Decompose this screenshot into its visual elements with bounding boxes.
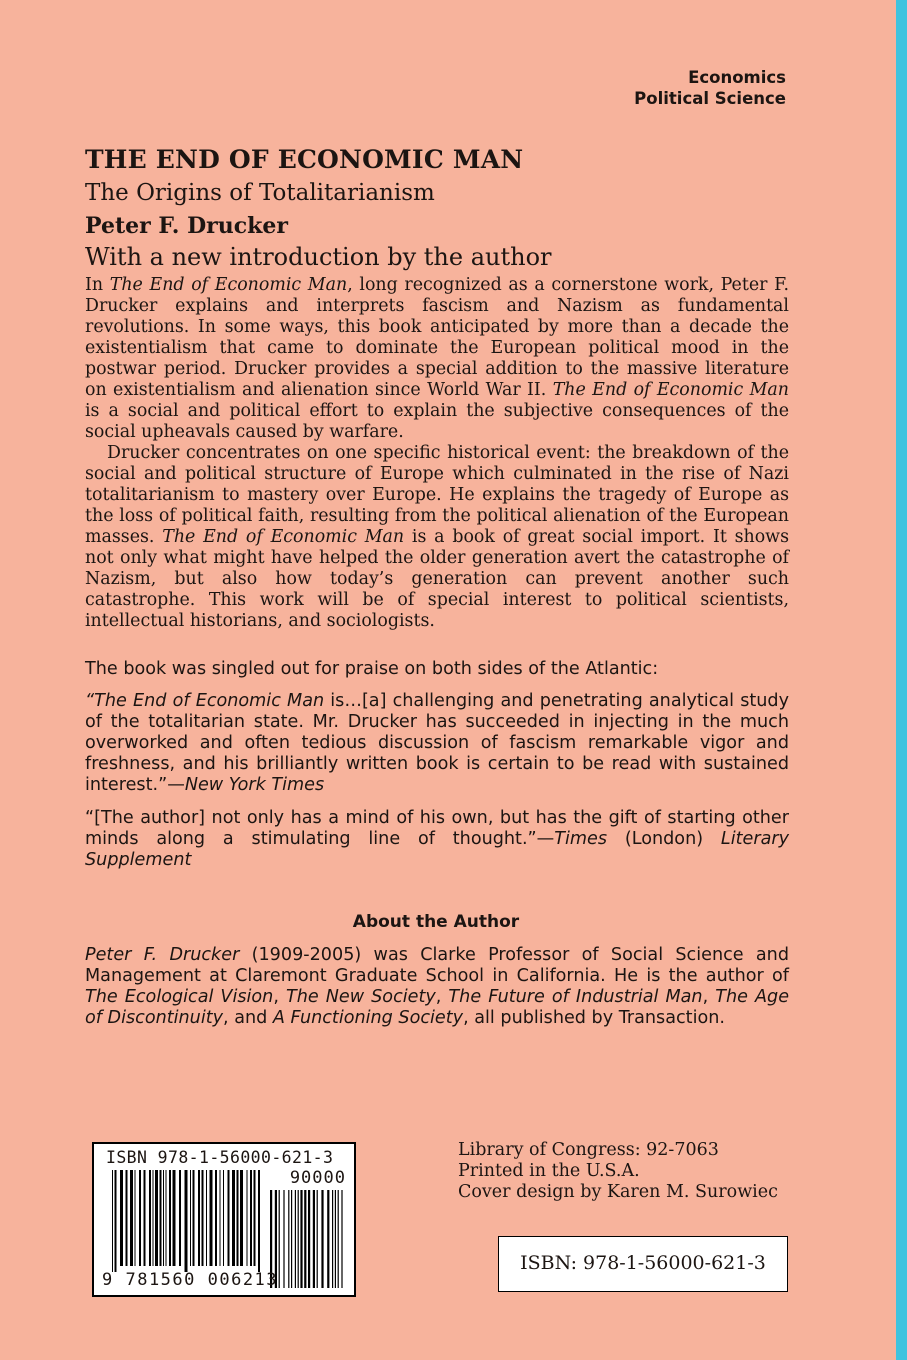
barcode-addon-bar xyxy=(341,1190,342,1288)
barcode-bar xyxy=(185,1170,188,1272)
description-paragraph-2: Drucker concentrates on one specific historical event: the breakdown of the social and political structure of Europe which culminated in the rise of Nazi totalitarianism to mastery over Europe. He explains the tragedy of Europe as the loss of political faith, resulting from the political alienation of the European masses. The End of Economic Man is a book of great social import. It shows not only what might have helped the older generation avert the catastrophe of Nazism, but also how today’s generation can prevent another such catastrophe. This work will be of special interest to political scientists, intellectual historians, and sociologists. xyxy=(85,443,789,631)
barcode-bar xyxy=(163,1170,164,1266)
barcode-bar xyxy=(135,1170,136,1266)
barcode-bar xyxy=(254,1170,256,1266)
barcode-addon-bar xyxy=(308,1190,310,1288)
barcode-addon-bar xyxy=(327,1190,329,1288)
isbn-box: ISBN: 978-1-56000-621-3 xyxy=(498,1236,788,1292)
barcode-price-addon: 90000 xyxy=(289,1168,346,1188)
barcode-bar xyxy=(220,1170,221,1266)
barcode-bar xyxy=(160,1170,162,1266)
barcode-bar xyxy=(112,1170,113,1272)
barcode-addon-bar xyxy=(291,1190,292,1288)
new-introduction-line: With a new introduction by the author xyxy=(85,243,552,271)
barcode-addon-bar xyxy=(283,1190,284,1288)
barcode-bar xyxy=(232,1170,235,1266)
barcode-addon-bar xyxy=(298,1190,299,1288)
barcode-bar xyxy=(258,1170,260,1272)
barcode-bar xyxy=(179,1170,181,1266)
category-economics: Economics xyxy=(688,68,786,87)
cover-design-credit: Cover design by Karen M. Surowiec xyxy=(458,1182,778,1202)
barcode-isbn-label: ISBN 978-1-56000-621-3 xyxy=(106,1148,334,1167)
barcode-addon-bar xyxy=(295,1190,296,1288)
barcode-addon-bar xyxy=(313,1190,315,1288)
barcode-bar xyxy=(139,1170,141,1266)
barcode-bar xyxy=(144,1170,146,1266)
barcode-addon-bar xyxy=(304,1190,306,1288)
category-political-science: Political Science xyxy=(634,89,786,108)
category-label xyxy=(634,67,786,109)
barcode-bar xyxy=(198,1170,200,1266)
book-author: Peter F. Drucker xyxy=(85,213,288,239)
barcode-bar xyxy=(202,1170,204,1266)
barcode-bar xyxy=(155,1170,158,1266)
barcode-bar xyxy=(149,1170,151,1266)
barcode-bar xyxy=(250,1170,252,1266)
barcode-addon-bar xyxy=(317,1190,318,1288)
barcode-bar xyxy=(228,1170,230,1266)
library-of-congress: Library of Congress: 92-7063 xyxy=(458,1140,719,1160)
review-quote-nyt: “The End of Economic Man is…[a] challenging and penetrating analytical study of the totalitarian state. Mr. Drucker has succeeded in injecting in the much overworked and often tedious discussion of fascism remarkable vigor and freshness, and his brilliantly written book is certain to be read with sustained interest.”—New York Times xyxy=(85,691,789,795)
barcode-bar xyxy=(169,1170,171,1266)
barcode-bar xyxy=(210,1170,213,1266)
barcode-bar xyxy=(190,1170,191,1266)
barcode-bar xyxy=(247,1170,248,1266)
barcode-bar xyxy=(153,1170,154,1266)
barcode-bar xyxy=(206,1170,207,1266)
barcode-bar xyxy=(166,1170,167,1266)
praise-intro: The book was singled out for praise on both sides of the Atlantic: xyxy=(85,659,659,679)
barcode xyxy=(92,1142,356,1297)
barcode-addon-bar xyxy=(300,1190,302,1288)
book-subtitle: The Origins of Totalitarianism xyxy=(85,180,435,206)
barcode-bar xyxy=(120,1170,123,1266)
barcode-bar xyxy=(223,1170,224,1266)
spine-color-strip xyxy=(896,0,907,1360)
description-paragraph-1: In The End of Economic Man, long recognized as a cornerstone work, Peter F. Drucker explains and interprets fascism and Nazism as fundamental revolutions. In some ways, this book anticipated by more than a decade the existentialism that came to dominate the European political mood in the postwar period. Drucker provides a special addition to the massive literature on existentialism and alienation since World War II. The End of Economic Man is a social and political effort to explain the subjective consequences of the social upheavals caused by warfare. xyxy=(85,275,789,442)
barcode-bar xyxy=(193,1170,195,1266)
book-title: THE END OF ECONOMIC MAN xyxy=(85,145,524,174)
barcode-bar xyxy=(126,1170,128,1266)
barcode-addon-bar xyxy=(332,1190,333,1288)
barcode-addon-bar xyxy=(338,1190,339,1288)
about-author-text: Peter F. Drucker (1909-2005) was Clarke Professor of Social Science and Management at Claremont Graduate School in California. He is the author of The Ecological Vision, The New Society, The Future of Industrial Man, The Age of Discontinuity, and A Functioning Society, all published by Transaction. xyxy=(85,945,790,1028)
review-quote-times: “[The author] not only has a mind of his own, but has the gift of starting other minds along a stimulating line of thought.”—Times (London) Literary Supplement xyxy=(85,808,789,870)
barcode-addon-bar xyxy=(279,1190,280,1288)
about-author-heading: About the Author xyxy=(352,912,520,932)
barcode-digits: 9 781560 006213 xyxy=(102,1270,279,1290)
publication-info xyxy=(458,1140,778,1203)
barcode-bar xyxy=(237,1170,239,1266)
barcode-bar xyxy=(215,1170,217,1266)
barcode-bar xyxy=(173,1170,176,1266)
barcode-bar xyxy=(115,1170,117,1272)
barcode-addon-bar xyxy=(335,1190,336,1288)
printed-in: Printed in the U.S.A. xyxy=(458,1161,640,1181)
book-description xyxy=(85,275,789,632)
barcode-bar xyxy=(240,1170,243,1266)
barcode-addon-bar xyxy=(288,1190,289,1288)
barcode-addon-bar xyxy=(321,1190,323,1288)
barcode-bar xyxy=(130,1170,133,1266)
